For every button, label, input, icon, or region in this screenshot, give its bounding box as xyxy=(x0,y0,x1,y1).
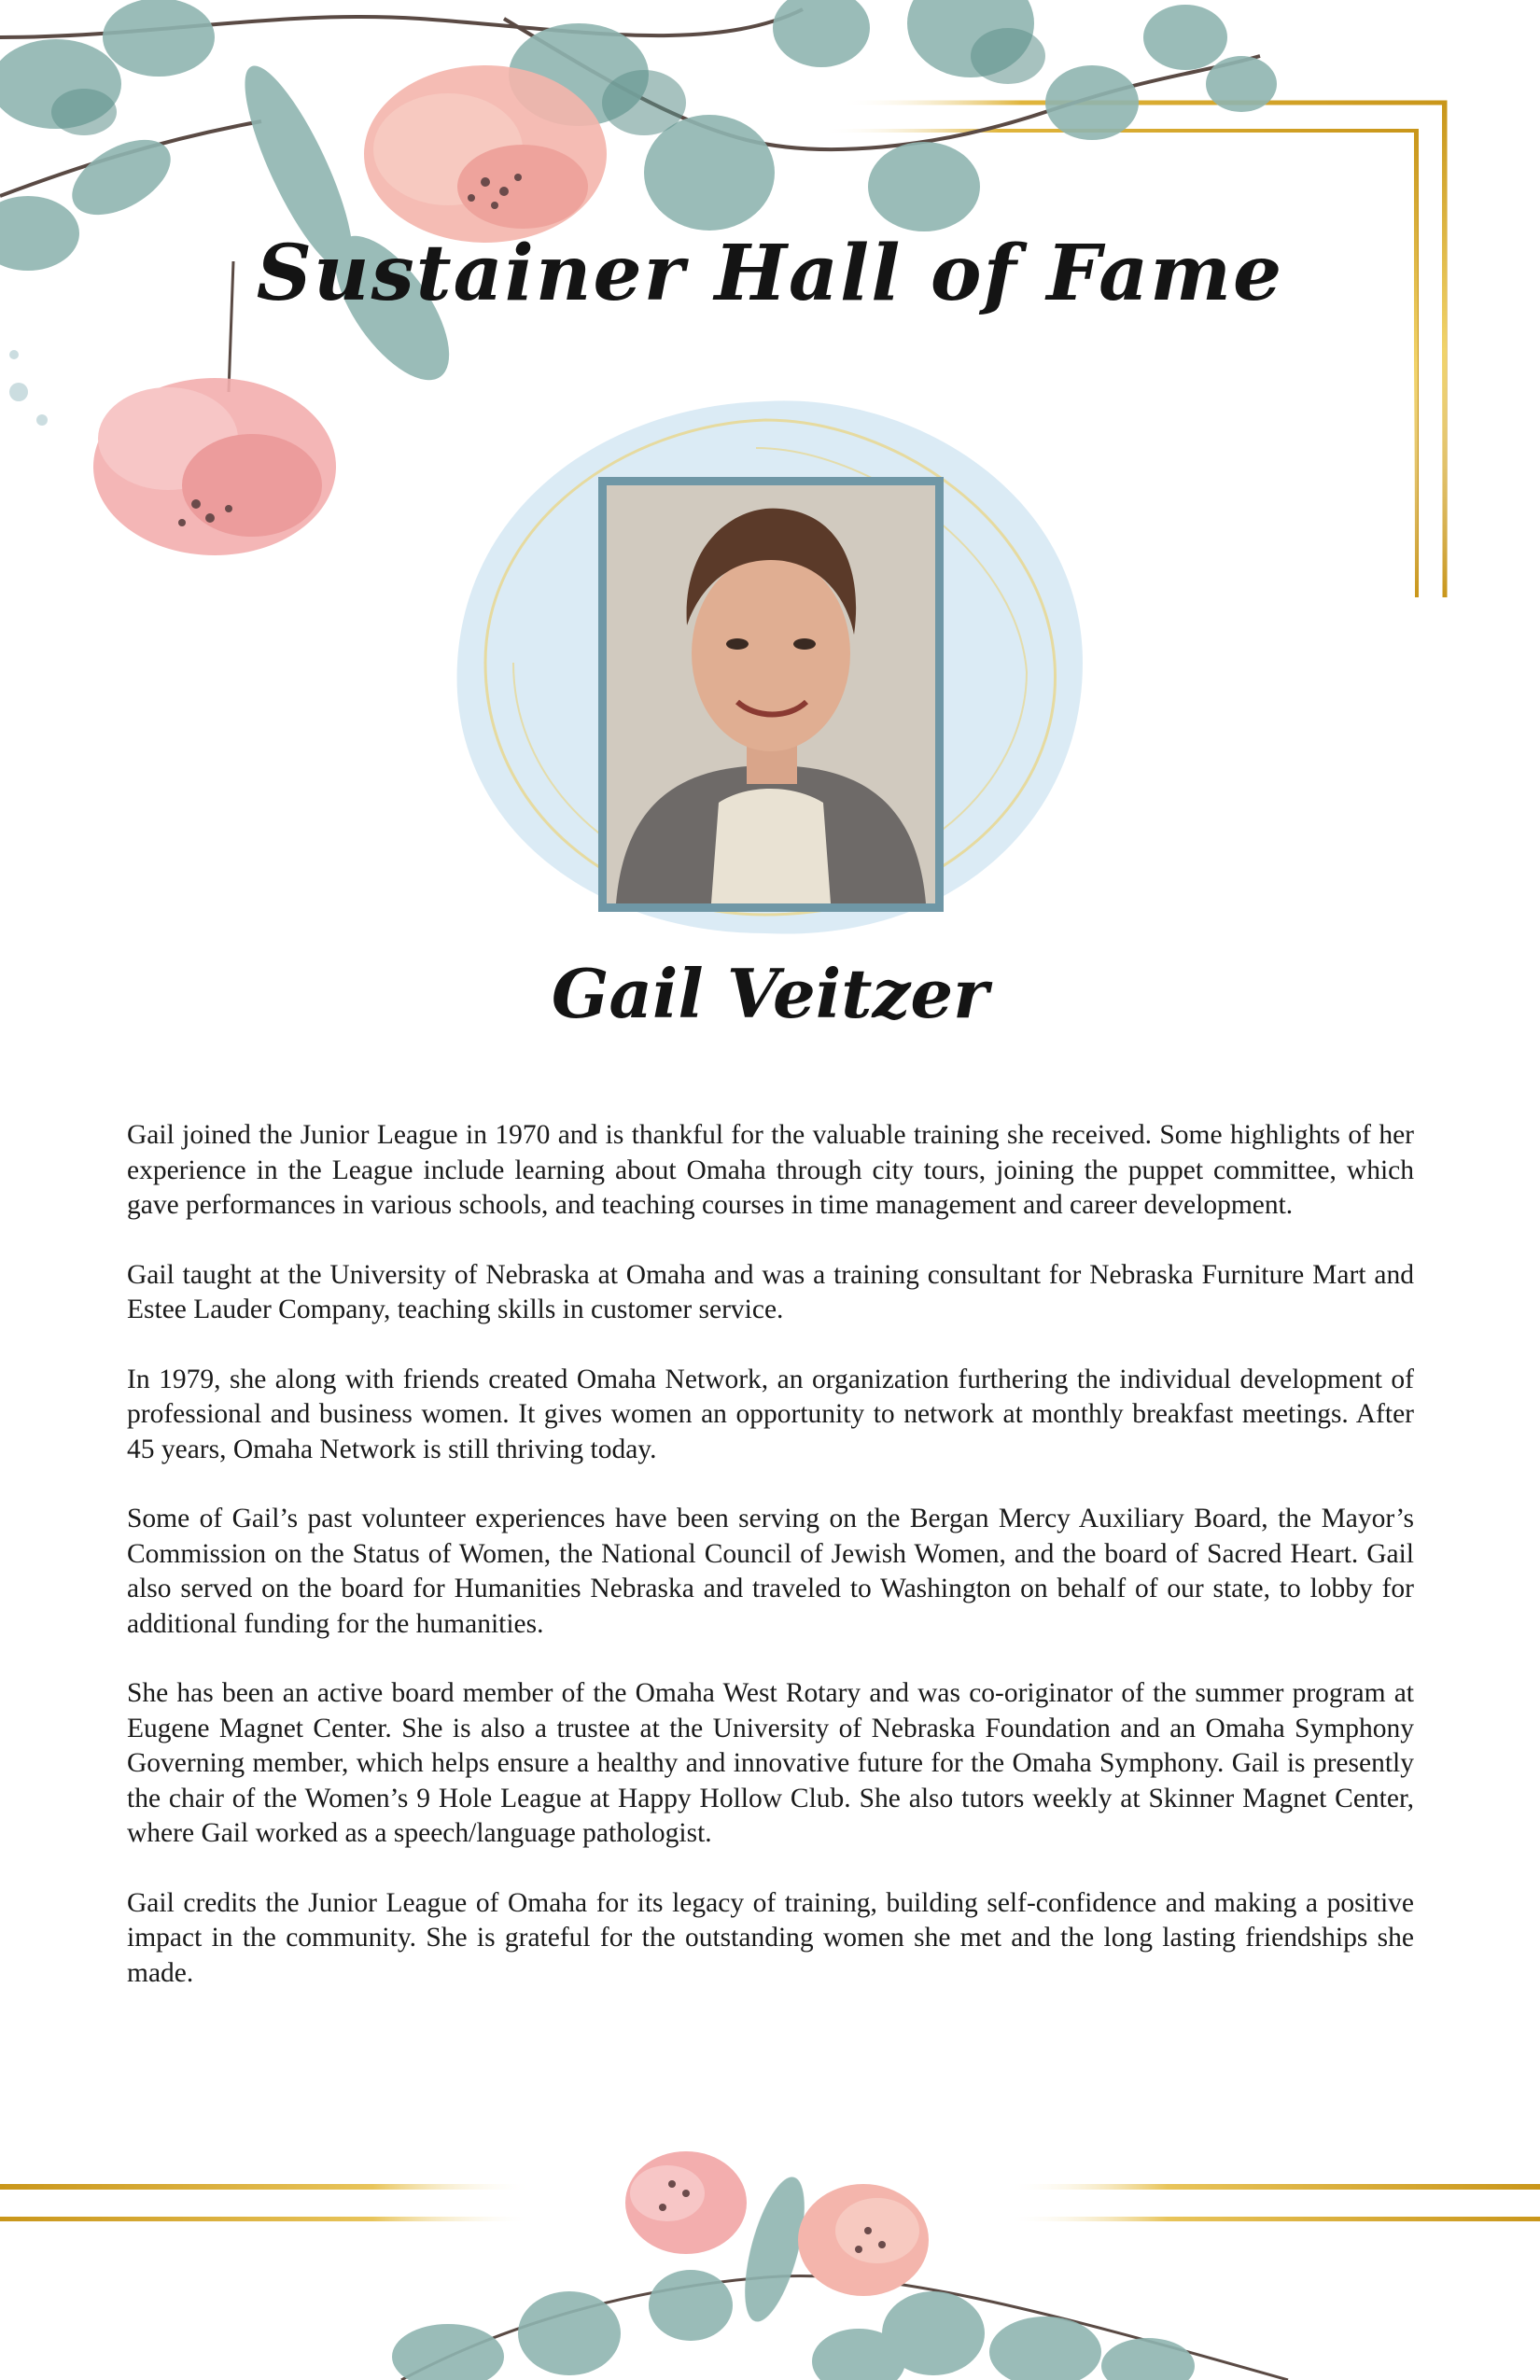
bio-paragraph: She has been an active board member of the Omaha West Rotary and was co-originator of the summer program at Eugene Magnet Center. She is also a trustee at the University of Nebraska Foundation and an Omaha Symphony Governing member, which helps ensure a healthy and innovative future for the Omaha Symphony. Gail is presently the chair of the Women’s 9 Hole League at Happy Hollow Club. She also tutors weekly at Skinner Magnet Center, where Gail worked as a speech/language pathologist. xyxy=(127,1678,1414,1848)
page-title: Sustainer Hall of Fame xyxy=(256,229,1284,318)
bio-paragraph: Some of Gail’s past volunteer experiences have been serving on the Bergan Mercy Auxiliary Board, the Mayor’s Commission on the Status of Women, the National Council of Jewish Women, and the board of Sacred Heart. Gail also served on the board for Humanities Nebraska and traveled to Washington on behalf of our state, to lobby for additional funding for the humanities. xyxy=(127,1504,1414,1639)
bottom-floral-decoration xyxy=(0,2119,1540,2380)
bio-paragraph: Gail taught at the University of Nebraska at Omaha and was a training consultant for Nebraska Furniture Mart and Estee Lauder Company, teaching skills in customer service. xyxy=(127,1259,1414,1324)
peony-blossom-icon xyxy=(364,65,607,243)
honoree-name: Gail Veitzer xyxy=(551,954,989,1033)
portrait-photo xyxy=(607,485,935,903)
portrait-frame xyxy=(598,477,944,912)
bio-paragraph: In 1979, she along with friends created Omaha Network, an organization furthering the individual development of professional and business women. It gives women an opportunity to network at monthly breakfast meetings. After 45 years, Omaha Network is still thriving today. xyxy=(127,1364,1414,1464)
biography xyxy=(127,1118,1414,2025)
bio-paragraph: Gail joined the Junior League in 1970 and is thankful for the valuable training she received. Some highlights of her experience in the League include learning about Omaha through city tours, joining the puppet committee, which gave performances in various schools, and teaching courses in time management and career development. xyxy=(127,1120,1414,1220)
bio-paragraph: Gail credits the Junior League of Omaha for its legacy of training, building self-confidence and making a positive impact in the community. She is grateful for the outstanding women she met and the long lasting friendships she made. xyxy=(127,1887,1414,1988)
